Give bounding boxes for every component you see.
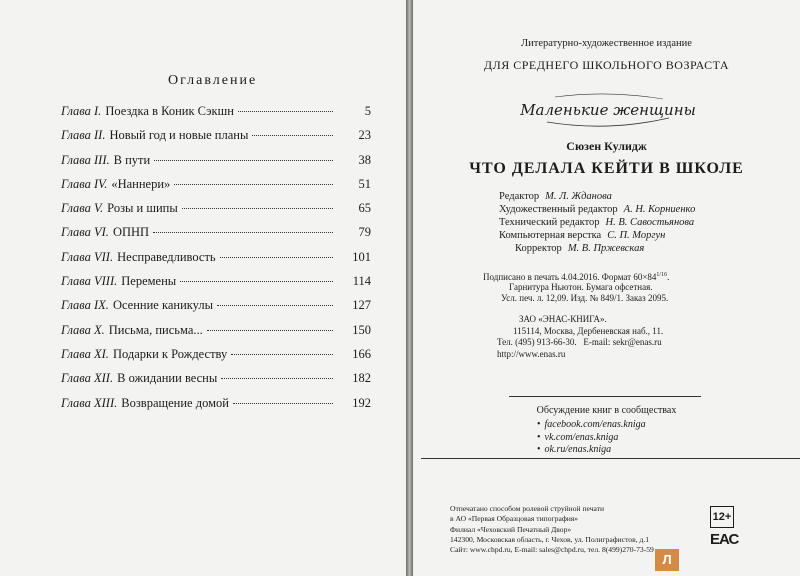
publisher-block	[497, 314, 663, 360]
printer-line: в АО «Первая Образцовая типография»	[450, 514, 579, 524]
toc-page-number: 166	[352, 346, 371, 361]
toc-leader	[174, 184, 333, 185]
toc-page-number: 79	[358, 225, 371, 240]
toc-chapter-number: Глава VII.	[61, 249, 114, 264]
toc-chapter-number: Глава IX.	[61, 298, 109, 313]
credit-name: А. Н. Корниенко	[623, 204, 696, 215]
publication-type: Литературно-художественное издание	[521, 38, 692, 49]
toc-chapter-title: В пути	[113, 152, 151, 167]
toc-chapter-number: Глава VIII.	[61, 274, 118, 289]
toc-chapter-title: Осенние каникулы	[112, 298, 213, 313]
publisher-site[interactable]: http://www.enas.ru	[497, 348, 566, 359]
toc-leader	[180, 281, 333, 282]
printer-line: Филиал «Чеховский Печатный Двор»	[450, 524, 572, 534]
toc-page-number: 51	[358, 176, 371, 191]
toc-chapter-title: Перемены	[121, 274, 177, 289]
series-logo	[520, 88, 696, 130]
toc-leader	[217, 305, 333, 306]
corner-logo-icon: Л	[655, 549, 679, 571]
age-rating-badge: 12+	[710, 506, 734, 528]
toc-chapter-number: Глава I.	[61, 104, 102, 118]
credit-role: Редактор	[499, 191, 540, 202]
toc-page-number: 114	[352, 274, 371, 289]
social-heading: Обсуждение книг в сообществах	[536, 405, 677, 416]
toc-page-number: 101	[352, 249, 371, 264]
credit-role: Корректор	[515, 243, 562, 254]
eac-mark-icon: ЕАС	[710, 531, 739, 548]
publisher-name: ЗАО «ЭНАС-КНИГА».	[519, 314, 607, 324]
toc-page-number: 65	[358, 201, 371, 216]
signed-line: Подписано в печать 4.04.2016. Формат $60\times 84^{1/16}$.	[483, 272, 670, 282]
series-name: Маленькие женщины	[520, 101, 696, 119]
toc-page-number: 192	[352, 395, 371, 410]
toc-chapter-title: Новый год и новые планы	[109, 128, 249, 143]
credit-row	[413, 229, 800, 242]
toc-page-number: 150	[352, 322, 371, 337]
social-link[interactable]: • facebook.com/enas.kniga	[537, 419, 646, 432]
social-link[interactable]: • vk.com/enas.kniga	[537, 432, 646, 445]
toc-entry	[61, 250, 371, 274]
toc-chapter-number: Глава III.	[61, 152, 110, 167]
book-spine	[406, 0, 413, 576]
toc-entry	[61, 177, 371, 201]
credit-name: М. Л. Жданова	[545, 191, 612, 202]
toc-leader	[231, 354, 333, 355]
toc-leader	[182, 208, 333, 209]
credit-row	[413, 203, 800, 216]
credit-name: М. В. Пржевская	[567, 243, 645, 254]
credit-name: Н. В. Савостьянова	[605, 217, 695, 228]
toc-chapter-number: Глава XI.	[61, 346, 109, 361]
toc-chapter-title: Поездка в Коник Сэкшн	[105, 104, 234, 118]
font-line: Гарнитура Ньютон. Бумага офсетная.	[509, 282, 653, 292]
toc-chapter-title: В ожидании весны	[117, 371, 218, 386]
printer-line: Отпечатано способом ролевой струйной печати	[450, 504, 605, 513]
social-link[interactable]: • ok.ru/enas.kniga	[537, 444, 646, 457]
toc-leader	[252, 135, 333, 136]
toc-chapter-title: Письма, письма...	[108, 322, 203, 337]
toc-chapter-number: Глава XII.	[61, 371, 114, 386]
toc-chapter-title: Возвращение домой	[121, 395, 229, 410]
toc-chapter-title: ОПНП	[112, 225, 150, 240]
age-group: ДЛЯ СРЕДНЕГО ШКОЛЬНОГО ВОЗРАСТА	[483, 58, 730, 72]
toc-entry	[61, 274, 371, 298]
social-links	[537, 419, 646, 457]
publisher-address: 115114, Москва, Дербеневская наб., 11.	[513, 325, 664, 336]
printer-line: Сайт: www.chpd.ru, E-mail: sales@chpd.ru, тел. 8(499)270-73-59	[450, 545, 654, 555]
toc-entry	[61, 153, 371, 177]
credit-name: С. П. Моргун	[607, 230, 666, 241]
toc-chapter-number: Глава II.	[61, 128, 106, 143]
toc-chapter-number: Глава VI.	[61, 225, 109, 240]
toc-chapter-title: Подарки к Рождеству	[112, 346, 228, 361]
toc-chapter-title: Несправедливость	[117, 249, 216, 264]
credit-role: Художественный редактор	[499, 204, 618, 215]
toc-leader	[207, 330, 333, 331]
toc-chapter-title: Розы и шипы	[107, 201, 178, 216]
credit-row	[413, 216, 800, 229]
credits	[413, 190, 800, 255]
toc-entry	[61, 201, 371, 225]
toc-entry	[61, 128, 371, 152]
toc-leader	[238, 111, 333, 112]
toc-leader	[233, 403, 333, 404]
toc-entry	[61, 323, 371, 347]
credit-role: Компьютерная верстка	[499, 230, 602, 241]
author: Сюзен Кулидж	[566, 139, 647, 153]
toc-entry	[61, 104, 371, 128]
toc-title: Оглавление	[168, 73, 258, 88]
toc-leader	[153, 232, 333, 233]
toc-page-number: 5	[364, 104, 371, 118]
toc-list	[61, 104, 371, 420]
toc-entry	[61, 347, 371, 371]
credit-role: Технический редактор	[499, 217, 600, 228]
toc-chapter-number: Глава X.	[61, 322, 105, 337]
toc-page-number: 182	[352, 371, 371, 386]
format-fraction: 1/16	[656, 272, 668, 278]
publisher-phone: Тел. (495) 913-66-30. E-mail: sekr@enas.ru	[497, 337, 662, 347]
toc-chapter-number: Глава V.	[61, 201, 104, 216]
toc-chapter-number: Глава XIII.	[61, 395, 118, 410]
toc-leader	[154, 160, 333, 161]
toc-page-number: 23	[358, 128, 371, 143]
toc-entry	[61, 396, 371, 420]
toc-entry	[61, 225, 371, 249]
book-title: ЧТО ДЕЛАЛА КЕЙТИ В ШКОЛЕ	[469, 160, 744, 177]
divider-rule	[509, 396, 701, 397]
toc-leader	[220, 257, 333, 258]
sheets-line: Усл. печ. л. 12,09. Изд. № 849/1. Заказ 2095.	[501, 293, 669, 303]
toc-page-number: 38	[358, 152, 371, 167]
credit-row	[413, 190, 800, 203]
credit-row	[413, 242, 800, 255]
printer-line: 142300, Московская область, г. Чехов, ул. Полиграфистов, д.1	[450, 534, 650, 544]
toc-entry	[61, 298, 371, 322]
right-page-imprint	[413, 0, 800, 576]
toc-chapter-number: Глава IV.	[61, 176, 108, 191]
toc-page-number: 127	[352, 298, 371, 313]
toc-entry	[61, 371, 371, 395]
bottom-rule	[421, 458, 800, 459]
printer-info	[450, 504, 654, 555]
toc-chapter-title: «Наннери»	[111, 176, 171, 191]
toc-leader	[221, 378, 333, 379]
